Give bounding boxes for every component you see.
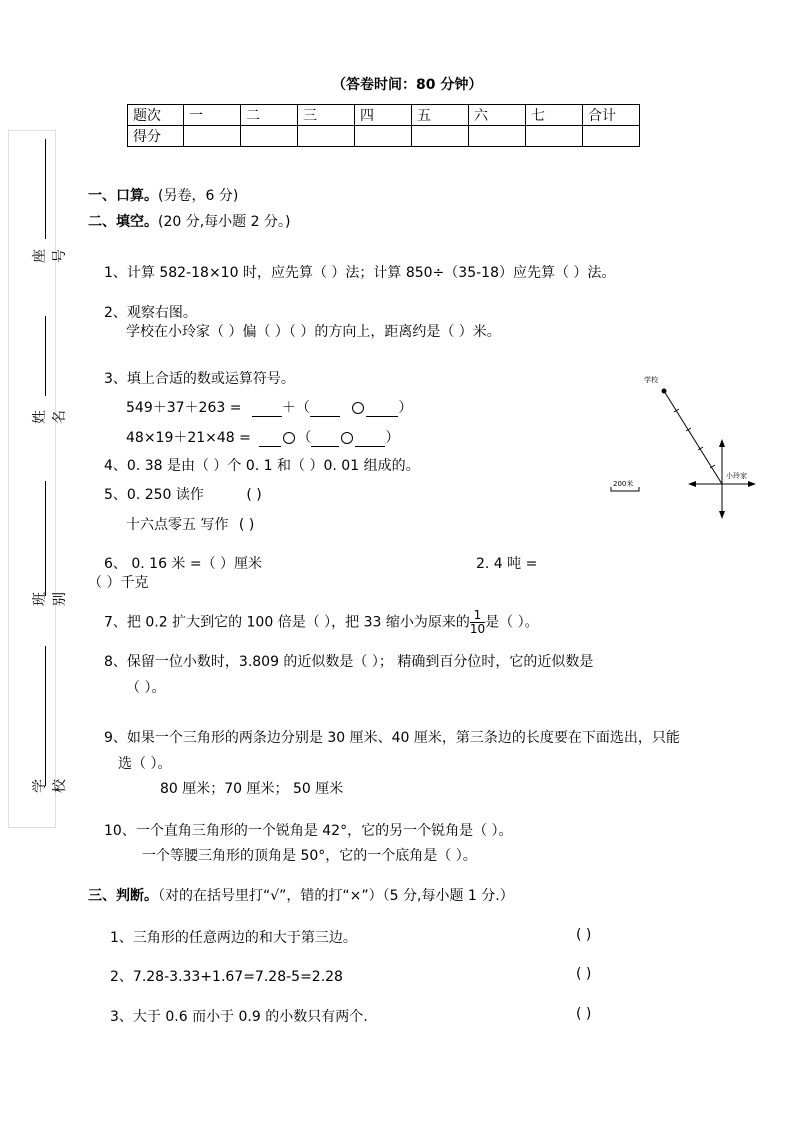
score-table-col-header: 四: [355, 105, 412, 126]
score-table-col-header: 六: [469, 105, 526, 126]
q3-close: ）: [385, 430, 400, 446]
q3-operator-circle[interactable]: [352, 402, 364, 414]
question-4: 4、0. 38 是由（ ）个 0. 1 和（ ）0. 01 组成的。: [104, 458, 420, 474]
q3-open: （: [297, 430, 312, 446]
school-label: 学校: [32, 779, 68, 793]
question-2-line2: 学校在小玲家（ ）偏（ ）（ ）的方向上，距离约是（ ）米。: [126, 324, 501, 340]
section3-title: 三、判断。: [88, 888, 158, 904]
binding-strip: [8, 130, 68, 828]
q5-read-label: 5、0. 250 读作: [104, 487, 204, 503]
question-10-line1: 10、一个直角三角形的一个锐角是 42°，它的另一个锐角是（ ）。: [104, 823, 513, 839]
question-8-line2: （ ）。: [126, 680, 166, 696]
score-table-score-row: [128, 126, 640, 147]
q3-op: ＋（: [281, 400, 310, 416]
score-cell[interactable]: [526, 126, 583, 147]
score-cell[interactable]: [298, 126, 355, 147]
section2-title: 二、填空。: [88, 214, 158, 230]
name-label: 姓名: [32, 410, 68, 424]
score-cell[interactable]: [184, 126, 241, 147]
q3-blank[interactable]: [310, 402, 340, 417]
score-table-col-header: 五: [412, 105, 469, 126]
north-arrow-icon: [719, 439, 725, 447]
q7-fraction-numerator: 1: [470, 609, 485, 623]
direction-map-figure: [600, 365, 760, 525]
south-arrow-icon: [719, 511, 725, 519]
question-10-line2: 一个等腰三角形的顶角是 50°，它的一个底角是（ ）。: [142, 848, 477, 864]
question-3-line2: [126, 397, 412, 417]
score-table-row1-label: 题次: [128, 105, 184, 126]
q5-write-label: 十六点零五 写作: [126, 517, 229, 533]
school-line[interactable]: [45, 646, 46, 786]
q3-expr1: 549＋37＋263 =: [126, 400, 242, 416]
question-8-line1: 8、保留一位小数时，3.809 的近似数是（ ）； 精确到百分位时，它的近似数是: [104, 654, 594, 670]
question-3-line3: [126, 427, 399, 447]
score-cell[interactable]: [355, 126, 412, 147]
score-table-col-header: 三: [298, 105, 355, 126]
seat-number-line[interactable]: [45, 139, 46, 239]
class-label: 班别: [32, 592, 68, 606]
question-9-line1: 9、如果一个三角形的两条边分别是 30 厘米、40 厘米，第三条边的长度要在下面选出，只能: [104, 730, 680, 746]
q3-blank[interactable]: [366, 402, 398, 417]
q7-text-b: 是（ ）。: [485, 614, 539, 631]
seat-number-label: 座号: [32, 249, 68, 263]
q3-operator-circle[interactable]: [283, 432, 295, 444]
score-table-col-header: 一: [184, 105, 241, 126]
question-7: [104, 609, 539, 636]
judge-answer-3[interactable]: ( ): [576, 1006, 592, 1022]
question-1: 1、计算 582-18×10 时，应先算（ ）法；计算 850÷（35-18）应先算（ ）法。: [104, 265, 616, 281]
score-table-col-header: 合计: [583, 105, 640, 126]
judge-answer-1[interactable]: ( ): [576, 927, 592, 943]
section1-heading: [88, 185, 238, 205]
score-cell[interactable]: [241, 126, 298, 147]
map-home-label: 小玲家: [726, 472, 747, 480]
q7-fraction-denominator: 10: [469, 622, 486, 636]
q3-blank[interactable]: [252, 402, 282, 417]
score-table-col-header: 七: [526, 105, 583, 126]
score-table: [127, 104, 640, 147]
q3-blank[interactable]: [311, 432, 339, 447]
q3-blank[interactable]: [355, 432, 385, 447]
name-line[interactable]: [45, 316, 46, 396]
score-cell[interactable]: [583, 126, 640, 147]
question-9-options: 80 厘米；70 厘米； 50 厘米: [160, 781, 344, 797]
section1-title: 一、口算。: [88, 188, 158, 204]
q7-fraction: [470, 609, 485, 636]
q3-close: ）: [398, 400, 413, 416]
judge-item-2: 2、7.28-3.33+1.67=7.28-5=2.28: [110, 969, 343, 985]
section2-note: (20 分,每小题 2 分。): [158, 214, 291, 230]
q3-blank[interactable]: [259, 432, 281, 447]
q7-text-a: 7、把 0.2 扩大到它的 100 倍是（ ），把 33 缩小为原来的: [104, 614, 470, 631]
section3-heading: [88, 885, 514, 905]
score-table-header-row: [128, 105, 640, 126]
class-line[interactable]: [45, 481, 46, 596]
section3-note: （对的在括号里打“√”，错的打“×”）（5 分,每小题 1 分.）: [158, 888, 514, 904]
map-scale-label: 200米: [613, 480, 634, 488]
east-arrow-icon: [748, 481, 756, 487]
score-table-col-header: 二: [241, 105, 298, 126]
question-6-part2: 2. 4 吨 =: [476, 556, 538, 572]
q3-operator-circle[interactable]: [341, 432, 353, 444]
question-6-part1: 6、 0. 16 米 =（ ）厘米: [104, 556, 263, 572]
q5-read-answer[interactable]: ( ): [246, 487, 262, 503]
question-3-line1: 3、填上合适的数或运算符号。: [104, 371, 295, 387]
judge-item-3: 3、大于 0.6 而小于 0.9 的小数只有两个.: [110, 1009, 368, 1025]
question-5-line2: [126, 514, 254, 534]
school-to-home-line: [664, 391, 722, 484]
question-2-line1: 2、观察右图。: [104, 305, 197, 321]
judge-answer-2[interactable]: ( ): [576, 966, 592, 982]
question-5-line1: [104, 484, 262, 504]
question-6-part3: （ ）千克: [88, 575, 149, 591]
map-school-label: 学校: [644, 376, 658, 384]
score-cell[interactable]: [412, 126, 469, 147]
q5-write-answer[interactable]: ( ): [238, 517, 255, 533]
exam-time-note: （答卷时间：80 分钟）: [332, 77, 483, 93]
q3-expr2: 48×19＋21×48 =: [126, 430, 251, 446]
west-arrow-icon: [688, 481, 696, 487]
question-9-line2: 选（ ）。: [118, 756, 172, 772]
judge-item-1: 1、三角形的任意两边的和大于第三边。: [110, 930, 357, 946]
section1-note: (另卷，6 分): [158, 188, 239, 204]
section2-heading: [88, 211, 290, 231]
score-cell[interactable]: [469, 126, 526, 147]
score-table-row2-label: 得分: [128, 126, 184, 147]
